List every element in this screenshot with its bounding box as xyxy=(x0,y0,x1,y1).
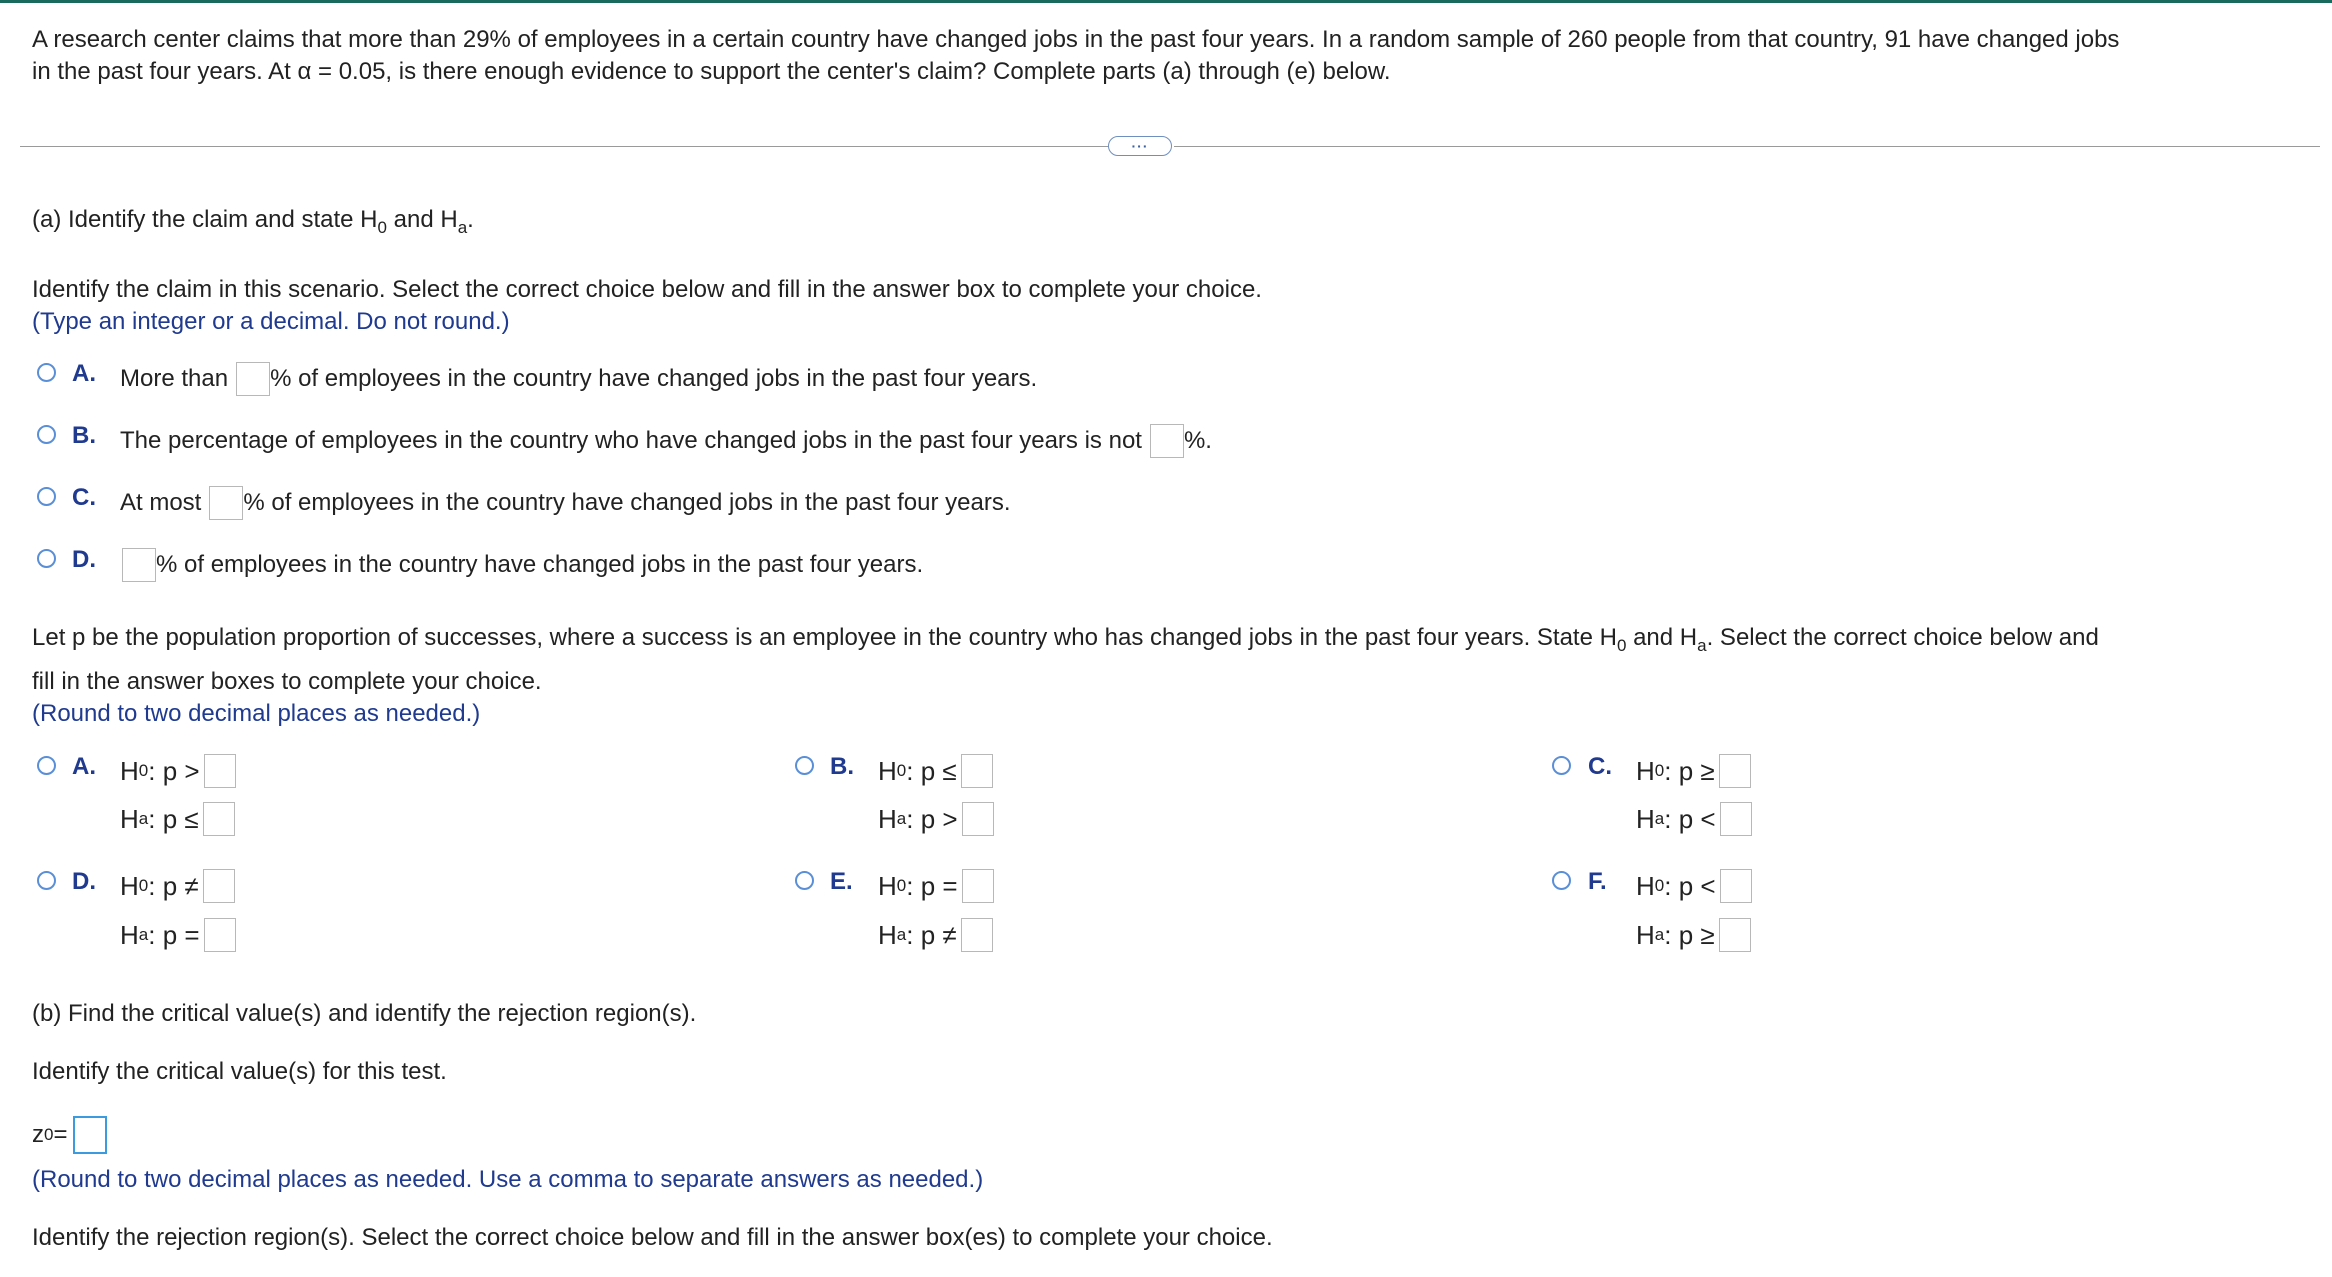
radio-button[interactable] xyxy=(1552,871,1571,890)
radio-button[interactable] xyxy=(795,756,814,775)
more-options-button[interactable]: ··· xyxy=(1108,136,1172,156)
answer-box[interactable] xyxy=(1719,754,1751,788)
ha-row: H a : p < xyxy=(1636,802,1752,836)
answer-box[interactable] xyxy=(236,362,270,396)
choice-letter: D. xyxy=(72,546,96,573)
critical-value-instruction: Identify the critical value(s) for this test. xyxy=(32,1058,447,1085)
choice-text: More than xyxy=(120,365,229,392)
radio-button[interactable] xyxy=(37,363,56,382)
radio-button[interactable] xyxy=(795,871,814,890)
choice-text: At most xyxy=(120,489,202,516)
hypothesis-instruction-line-2: fill in the answer boxes to complete your choice. xyxy=(32,668,542,695)
z0-answer-box[interactable] xyxy=(73,1116,107,1154)
ha-row: H a : p ≤ xyxy=(120,802,235,836)
choice-letter: F. xyxy=(1588,868,1607,895)
choice-letter: B. xyxy=(830,753,854,780)
h0-row: H 0 : p > xyxy=(120,754,236,788)
ha-row: H a : p > xyxy=(878,802,994,836)
answer-box[interactable] xyxy=(122,548,156,582)
choice-letter: C. xyxy=(72,484,96,511)
choice-text: % of employees in the country have changed jobs in the past four years. xyxy=(156,551,924,578)
choice-letter: D. xyxy=(72,868,96,895)
h0-row: H 0 : p ≤ xyxy=(878,754,993,788)
hypothesis-hint: (Round to two decimal places as needed.) xyxy=(32,700,481,727)
h0-row: H 0 : p ≥ xyxy=(1636,754,1751,788)
ha-row: H a : p ≥ xyxy=(1636,918,1751,952)
answer-box[interactable] xyxy=(209,486,243,520)
ha-row: H a : p ≠ xyxy=(878,918,993,952)
h0-row: H 0 : p < xyxy=(1636,869,1752,903)
answer-box[interactable] xyxy=(203,802,235,836)
question-line-1: A research center claims that more than 29% of employees in a certain country have changed jobs in the past four years. In a random sample of 260 people from that country, 91 have changed jobs xyxy=(32,26,2120,53)
divider xyxy=(1174,146,2320,147)
answer-box[interactable] xyxy=(1720,802,1752,836)
part-b-heading: (b) Find the critical value(s) and identify the rejection region(s). xyxy=(32,1000,697,1027)
radio-button[interactable] xyxy=(1552,756,1571,775)
answer-box[interactable] xyxy=(204,918,236,952)
claim-hint: (Type an integer or a decimal. Do not round.) xyxy=(32,308,510,335)
radio-button[interactable] xyxy=(37,487,56,506)
answer-box[interactable] xyxy=(204,754,236,788)
choice-letter: A. xyxy=(72,360,96,387)
top-accent-bar xyxy=(0,0,2332,3)
choice-letter: A. xyxy=(72,753,96,780)
radio-button[interactable] xyxy=(37,549,56,568)
z0-row: z 0 = xyxy=(32,1116,107,1154)
h0-row: H 0 : p ≠ xyxy=(120,869,235,903)
radio-button[interactable] xyxy=(37,425,56,444)
answer-box[interactable] xyxy=(1150,424,1184,458)
radio-button[interactable] xyxy=(37,756,56,775)
answer-box[interactable] xyxy=(961,754,993,788)
part-a-heading: (a) Identify the claim and state $H_0$ and $H_a$. xyxy=(32,206,474,237)
h0-row: H 0 : p = xyxy=(878,869,994,903)
question-line-2: in the past four years. At α = 0.05, is there enough evidence to support the center's claim? Complete parts (a) through (e) below. xyxy=(32,58,1391,85)
choice-text: % of employees in the country have changed jobs in the past four years. xyxy=(270,365,1038,392)
radio-button[interactable] xyxy=(37,871,56,890)
answer-box[interactable] xyxy=(962,869,994,903)
critical-value-hint: (Round to two decimal places as needed. Use a comma to separate answers as needed.) xyxy=(32,1166,984,1193)
ha-row: H a : p = xyxy=(120,918,236,952)
rejection-region-instruction: Identify the rejection region(s). Select the correct choice below and fill in the answer box(es) to complete your choice. xyxy=(32,1224,1273,1251)
divider xyxy=(20,146,1110,147)
answer-box[interactable] xyxy=(961,918,993,952)
choice-text: % of employees in the country have changed jobs in the past four years. xyxy=(243,489,1011,516)
choice-letter: E. xyxy=(830,868,853,895)
choice-letter: C. xyxy=(1588,753,1612,780)
hypothesis-instruction-line-1: Let p be the population proportion of successes, where a success is an employee in the country who has changed jobs in the past four years. State $H_0$ and $H_a$. Select the correct choice below and xyxy=(32,624,2099,655)
claim-instruction: Identify the claim in this scenario. Select the correct choice below and fill in the answer box to complete your choice. xyxy=(32,276,1262,303)
choice-text: %. xyxy=(1183,427,1212,454)
choice-text: The percentage of employees in the country who have changed jobs in the past four years is not xyxy=(120,427,1142,454)
answer-box[interactable] xyxy=(1720,869,1752,903)
choice-letter: B. xyxy=(72,422,96,449)
answer-box[interactable] xyxy=(203,869,235,903)
answer-box[interactable] xyxy=(962,802,994,836)
answer-box[interactable] xyxy=(1719,918,1751,952)
